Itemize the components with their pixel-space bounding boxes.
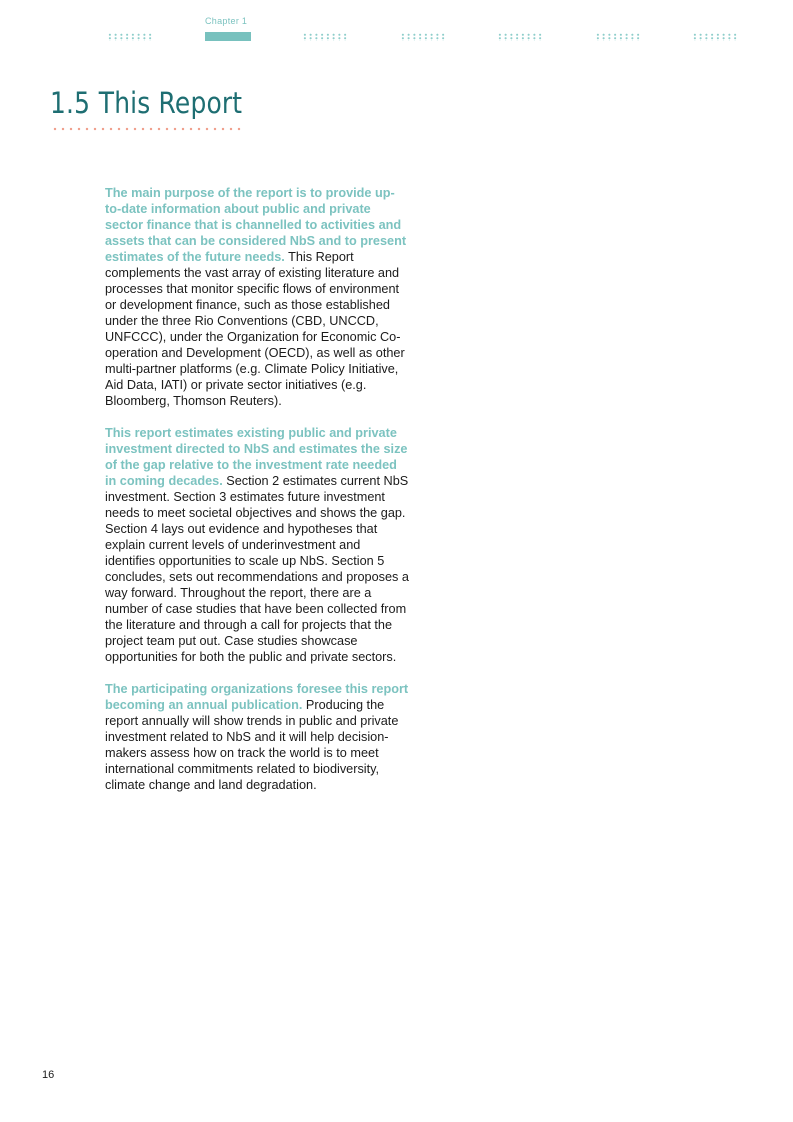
paragraph-1-lead: The main purpose of the report is to provide up-to-date information about public and private sector finance that is channelled to activities and assets that can be considered NbS and to present estimates of the future needs. — [105, 186, 407, 264]
chapter-nav-item-1[interactable] — [107, 33, 153, 41]
chapter-nav-item-6[interactable] — [595, 33, 641, 41]
paragraph-1 — [105, 185, 410, 409]
page-title — [50, 86, 242, 120]
chapter-nav-item-7[interactable] — [692, 33, 738, 41]
paragraph-2-lead: This report estimates existing public and private investment directed to NbS and estimates the size of the gap relative to the investment rate needed in coming decades. — [105, 426, 408, 488]
paragraph-3-body: Producing the report annually will show trends in public and private investment related to NbS and it will help decision-makers assess how on track the world is to meet international commitments related to biodiversity, climate change and land degradation. — [105, 698, 399, 792]
section-number: 1.5 — [50, 86, 91, 120]
page-number: 16 — [42, 1069, 55, 1081]
chapter-nav-item-2-active[interactable] — [205, 32, 251, 41]
chapter-nav-item-5[interactable] — [497, 33, 543, 41]
paragraph-3-lead: The participating organizations foresee this report becoming an annual publication. — [105, 682, 409, 712]
paragraph-3 — [105, 681, 410, 793]
paragraph-1-body: This Report complements the vast array of existing literature and processes that monitor specific flows of environment or development finance, such as those established under the three Rio Conventions (CBD, UNCCD, UNFCCC), under the Organization for Economic Co-operation and Development (OECD), as well as other multi-partner platforms (e.g. Climate Policy Initiative, Aid Data, IATI) or private sector initiatives (e.g. Bloomberg, Thomson Reuters). — [105, 250, 405, 408]
paragraph-2 — [105, 425, 410, 665]
title-dotted-rule — [51, 127, 243, 131]
chapter-nav-item-4[interactable] — [400, 33, 446, 41]
chapter-nav-item-3[interactable] — [302, 33, 348, 41]
section-title: This Report — [98, 86, 243, 120]
paragraph-2-body: Section 2 estimates current NbS investment. Section 3 estimates future investment needs to meet societal objectives and shows the gap. Section 4 lays out evidence and hypotheses that explain current levels of underinvestment and identifies opportunities to scale up NbS. Section 5 concludes, sets out recommendations and proposes a way forward. Throughout the report, there are a number of case studies that have been collected from the literature and through a call for projects that the project team put out. Case studies showcase opportunities for both the public and private sectors. — [105, 474, 409, 664]
chapter-label: Chapter 1 — [205, 16, 248, 26]
body-text — [105, 185, 410, 809]
chapter-nav — [0, 32, 793, 44]
